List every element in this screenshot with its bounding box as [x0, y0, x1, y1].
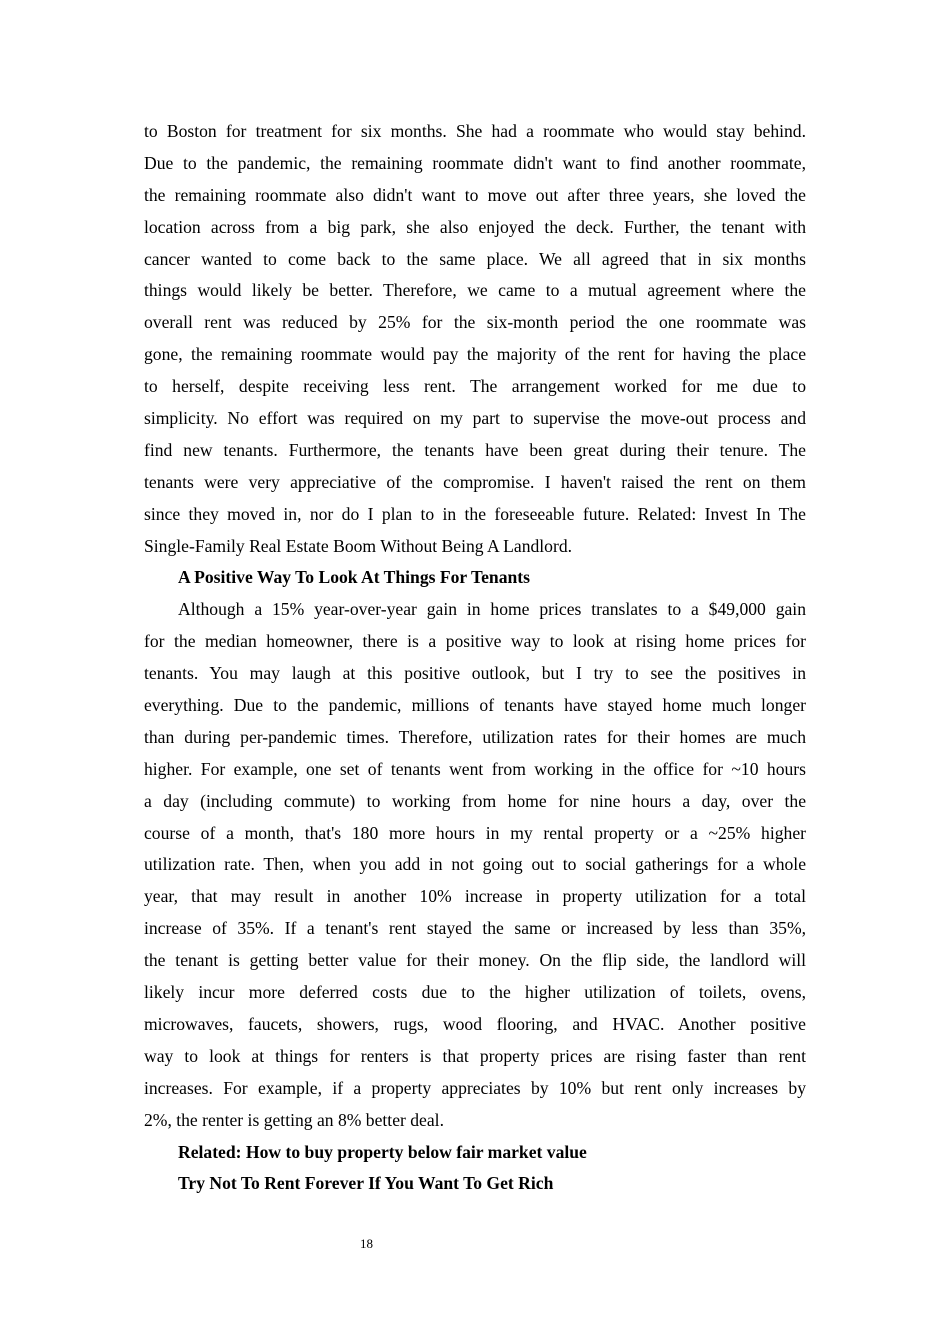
- page-number: 18: [360, 1236, 373, 1251]
- page-body: [144, 116, 806, 1200]
- text-line: course of a month, that's 180 more hours in my rental property or a ~25% higher: [144, 822, 806, 843]
- text-line: year, that may result in another 10% increase in property utilization for a total: [144, 886, 806, 907]
- text-line: increase of 35%. If a tenant's rent stayed the same or increased by less than 35%,: [144, 918, 806, 939]
- section-heading-rent-forever: Try Not To Rent Forever If You Want To Get Rich: [178, 1173, 554, 1194]
- text-line: things would likely be better. Therefore, we came to a mutual agreement where the: [144, 280, 806, 301]
- text-line: since they moved in, nor do I plan to in the foreseeable future. Related: Invest In The: [144, 503, 806, 524]
- paragraph-landlord-compromise: [144, 116, 806, 562]
- text-line: the remaining roommate also didn't want to move out after three years, she loved the: [144, 184, 806, 205]
- text-line: location across from a big park, she also enjoyed the deck. Further, the tenant with: [144, 216, 806, 237]
- text-line: cancer wanted to come back to the same place. We all agreed that in six months: [144, 248, 806, 269]
- text-line: tenants were very appreciative of the compromise. I haven't raised the rent on them: [144, 471, 806, 492]
- text-line: to Boston for treatment for six months. She had a roommate who would stay behind.: [144, 121, 806, 141]
- text-line: than during per-pandemic times. Therefore, utilization rates for their homes are much: [144, 726, 806, 747]
- text-line: tenants. You may laugh at this positive outlook, but I try to see the positives in: [144, 663, 806, 684]
- paragraph-positive-outlook: [144, 594, 806, 1136]
- text-line: a day (including commute) to working from home for nine hours a day, over the: [144, 790, 806, 811]
- text-line: overall rent was reduced by 25% for the six-month period the one roommate was: [144, 312, 806, 333]
- text-line: simplicity. No effort was required on my part to supervise the move-out process and: [144, 408, 806, 429]
- text-line: way to look at things for renters is that property prices are rising faster than rent: [144, 1045, 806, 1066]
- text-line: Due to the pandemic, the remaining roommate didn't want to find another roommate,: [144, 152, 806, 173]
- text-line: everything. Due to the pandemic, millions of tenants have stayed home much longer: [144, 695, 806, 716]
- text-line: likely incur more deferred costs due to the higher utilization of toilets, ovens,: [144, 982, 806, 1003]
- text-line: for the median homeowner, there is a positive way to look at rising home prices for: [144, 631, 806, 652]
- related-link-below-market-value: Related: How to buy property below fair market value: [178, 1141, 587, 1162]
- text-line: to herself, despite receiving less rent. The arrangement worked for me due to: [144, 376, 806, 397]
- section-heading-positive-way: A Positive Way To Look At Things For Tenants: [178, 567, 530, 588]
- text-line: find new tenants. Furthermore, the tenants have been great during their tenure. The: [144, 439, 806, 460]
- text-line: Single-Family Real Estate Boom Without Being A Landlord.: [144, 535, 573, 556]
- text-line: the tenant is getting better value for their money. On the flip side, the landlord will: [144, 950, 806, 971]
- text-line: microwaves, faucets, showers, rugs, wood flooring, and HVAC. Another positive: [144, 1013, 806, 1034]
- text-line: increases. For example, if a property appreciates by 10% but rent only increases by: [144, 1077, 806, 1098]
- text-line: utilization rate. Then, when you add in not going out to social gatherings for a whole: [144, 854, 806, 875]
- text-line: gone, the remaining roommate would pay the majority of the rent for having the place: [144, 344, 806, 365]
- text-line: 2%, the renter is getting an 8% better deal.: [144, 1109, 444, 1130]
- text-line: higher. For example, one set of tenants went from working in the office for ~10 hours: [144, 758, 806, 779]
- text-line: Although a 15% year-over-year gain in home prices translates to a $49,000 gain: [178, 599, 806, 620]
